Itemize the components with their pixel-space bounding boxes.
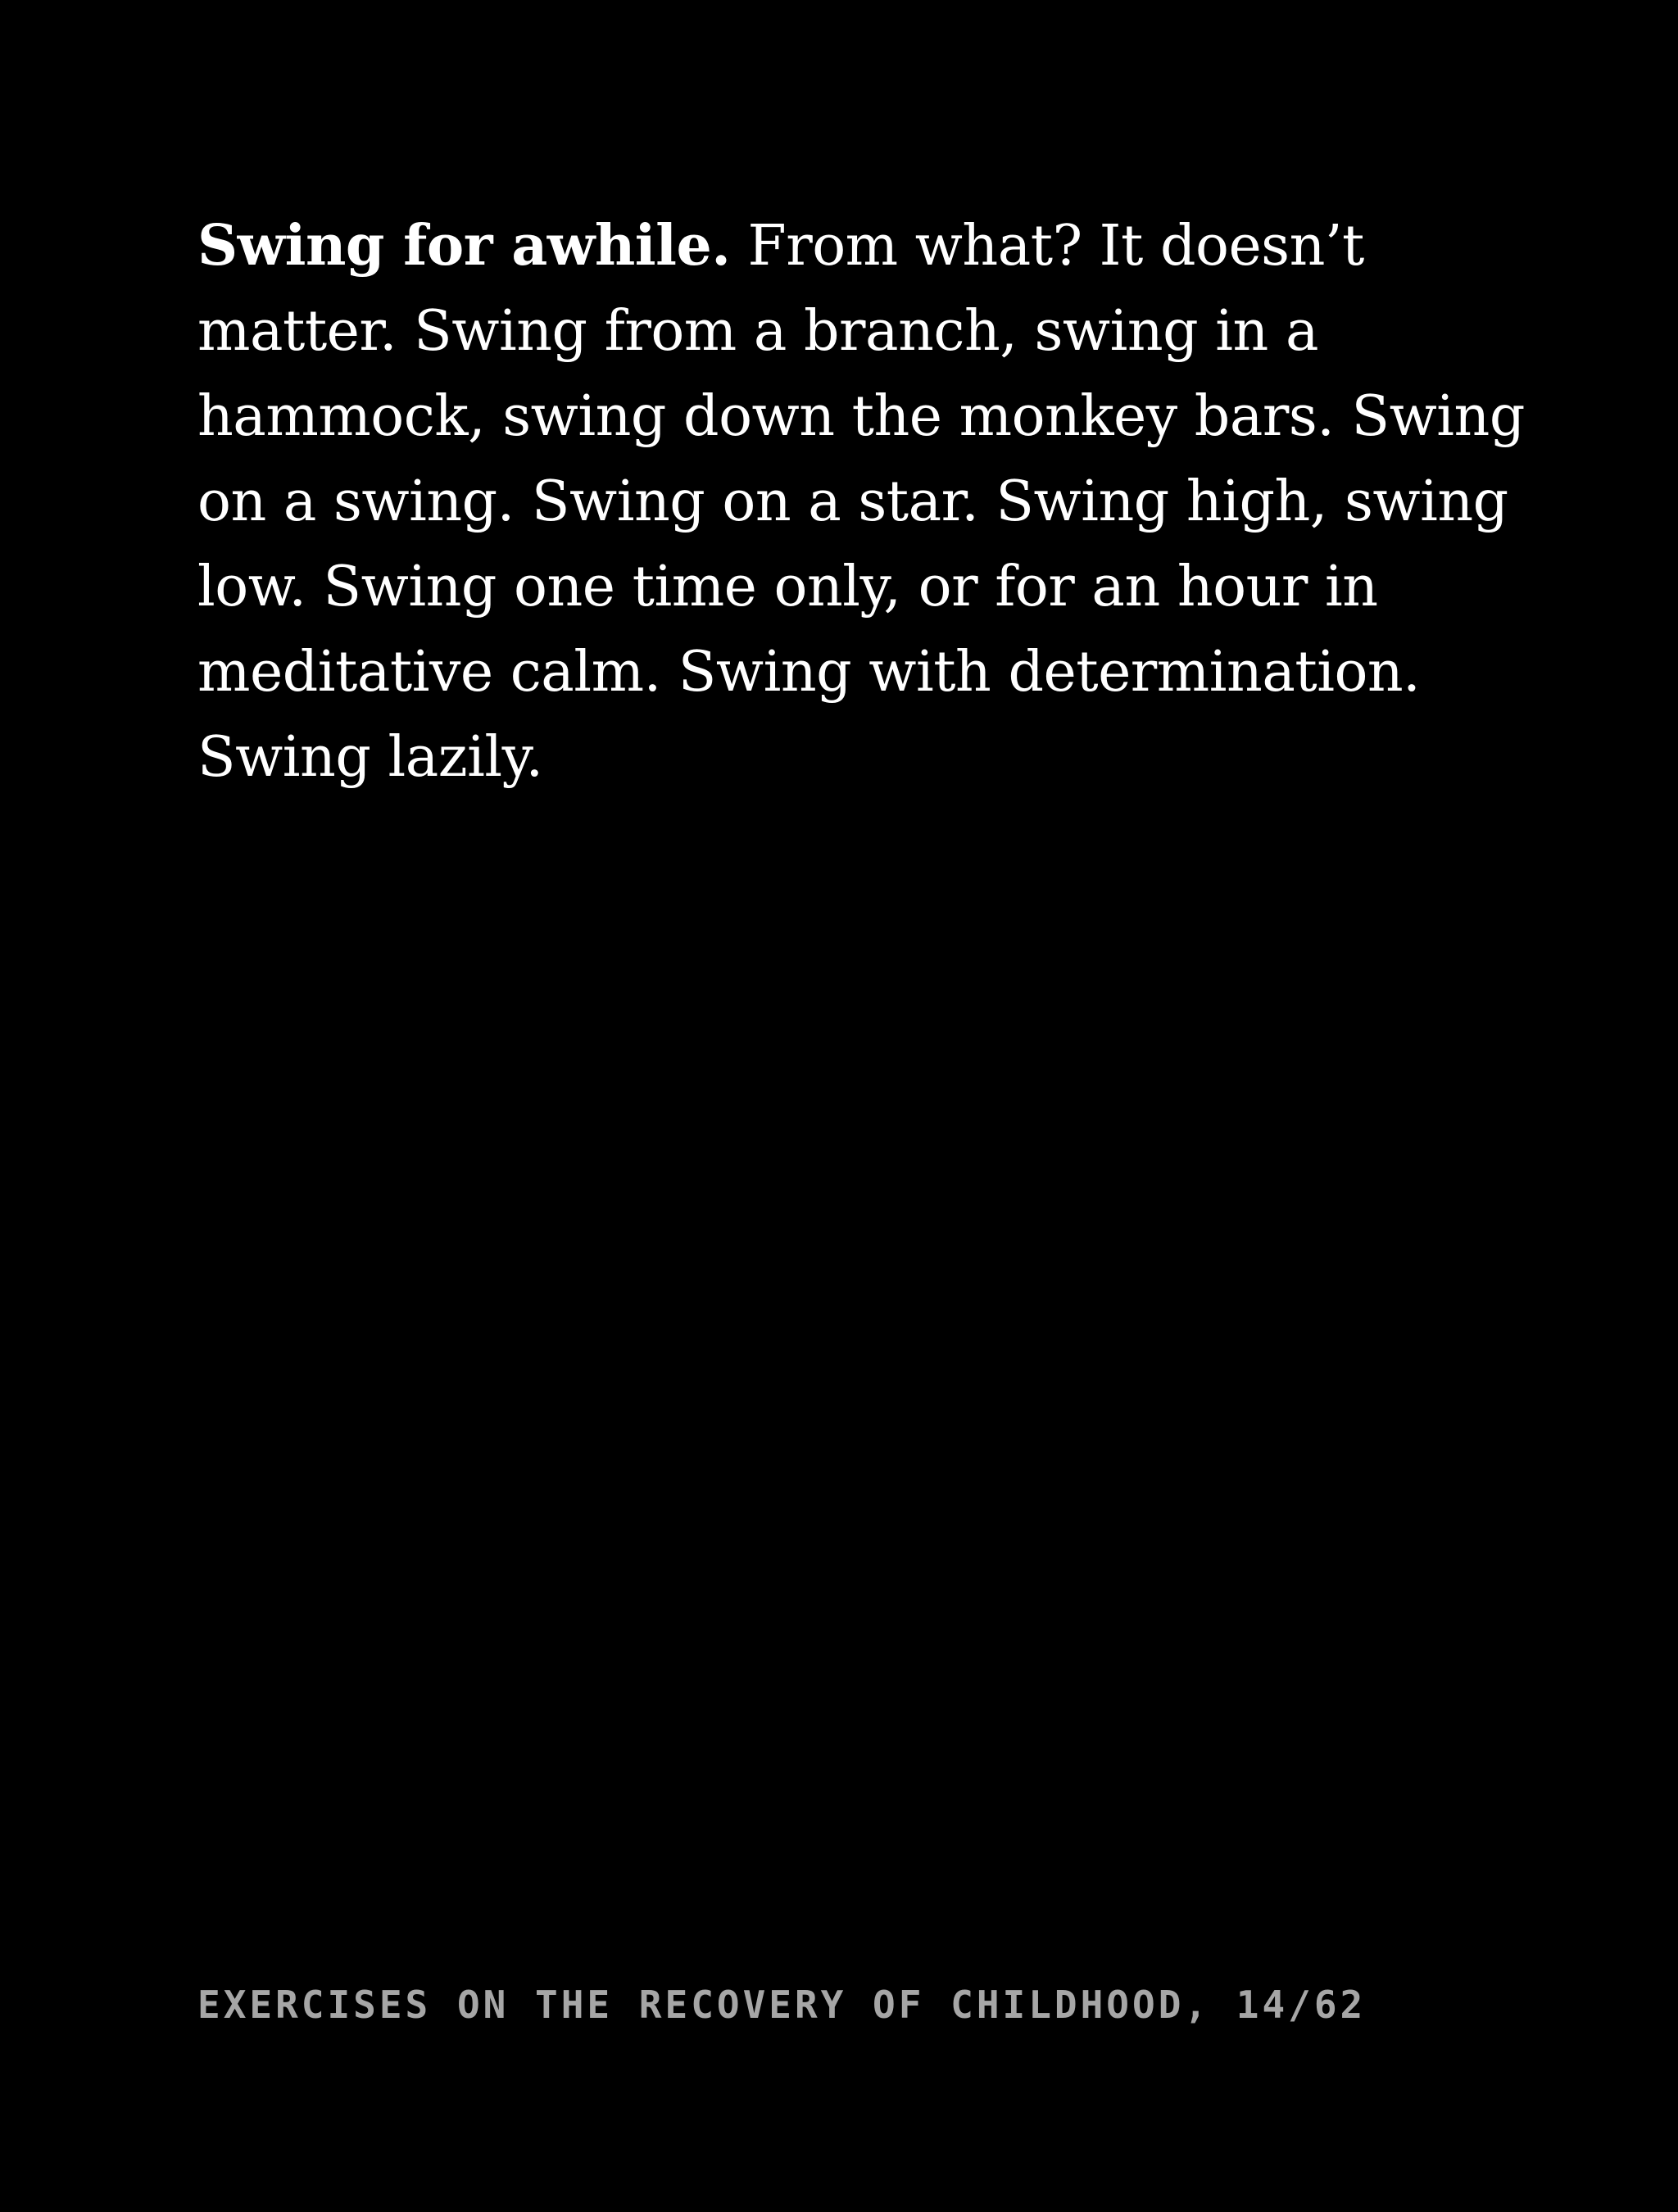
exercise-title: Swing for awhile. [197, 213, 731, 279]
series-caption: EXERCISES ON THE RECOVERY OF CHILDHOOD, 14/62 [197, 1983, 1367, 2027]
exercise-body: From what? It doesn’t matter. Swing from a branch, swing in a hammock, swing down the monkey bars. Swing on a swing. Swing on a star. Swing high, swing low. Swing one time only, or for an hour in meditative calm. Swing with determination. Swing lazily. [197, 214, 1525, 790]
exercise-passage [197, 203, 1541, 800]
